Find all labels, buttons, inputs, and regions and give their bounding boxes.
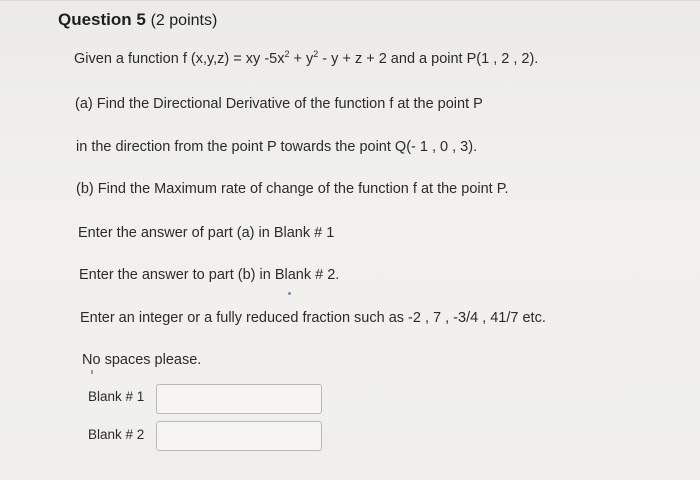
blank-2-input[interactable] [156,421,322,451]
given-function-text [74,51,538,67]
part-b-text: (b) Find the Maximum rate of change of the function f at the point P. [76,181,509,197]
part-a-text: (a) Find the Directional Derivative of the function f at the point P [75,96,483,112]
given-mid: + y [289,51,314,67]
instruction-blank-2: Enter the answer to part (b) in Blank # 2. [79,267,340,283]
stray-mark [91,370,93,374]
blank-2-label: Blank # 2 [88,427,145,442]
exponent-x: 2 [284,49,290,60]
question-number: Question 5 [58,10,146,29]
instruction-blank-1: Enter the answer of part (a) in Blank # 1 [78,225,335,241]
question-title [58,10,217,30]
header-divider [0,0,700,1]
cursor-dot [288,292,291,295]
part-a-direction-text: in the direction from the point P towards the point Q(- 1 , 0 , 3). [76,139,478,155]
exponent-y: 2 [313,49,319,60]
given-prefix: Given a function f (x,y,z) = xy -5x [74,51,285,67]
blank-1-label: Blank # 1 [88,389,145,404]
blank-1-input[interactable] [156,384,322,414]
question-points: (2 points) [150,12,218,29]
instruction-format: Enter an integer or a fully reduced fraction such as -2 , 7 , -3/4 , 41/7 etc. [80,310,546,326]
instruction-no-spaces: No spaces please. [82,352,202,368]
given-suffix: - y + z + 2 and a point P(1 , 2 , 2). [318,51,539,67]
